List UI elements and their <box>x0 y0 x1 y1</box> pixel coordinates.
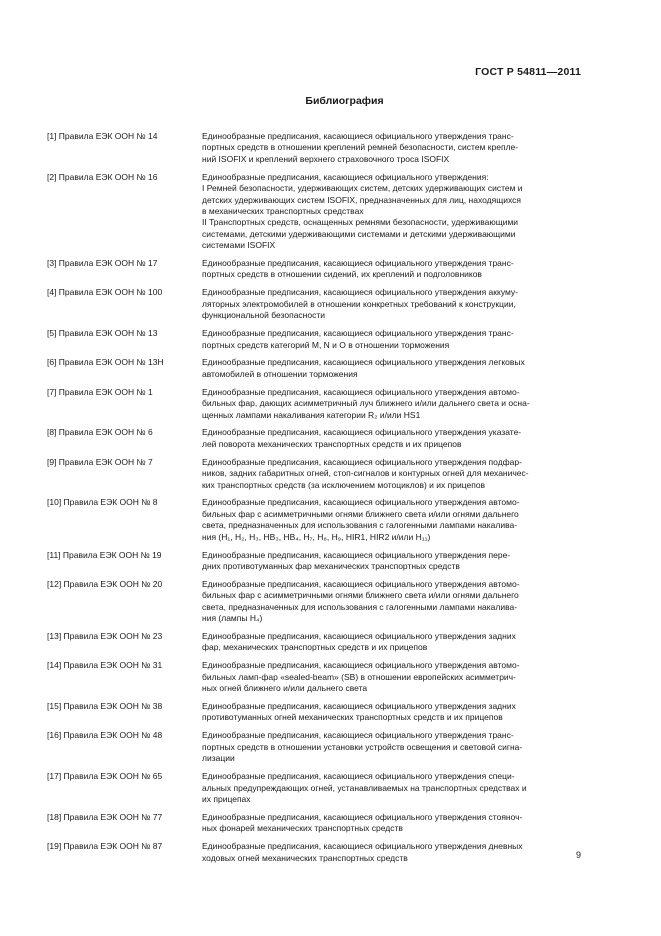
bibliography-entry <box>47 287 582 321</box>
description-line: ния (лампы H₄) <box>202 613 263 624</box>
description-line: II Транспортных средств, оснащенных ремнями безопасности, удерживающими <box>202 217 519 228</box>
entry-reference: [5] Правила ЕЭК ООН № 13 <box>47 328 158 339</box>
entry-description <box>202 550 582 573</box>
entry-description <box>202 497 582 543</box>
bibliography-entry <box>47 841 582 864</box>
description-line: в механических транспортных средствах <box>202 205 364 216</box>
entry-description <box>202 701 582 724</box>
description-line: щенных лампами накаливания категории R₂ и/или HS1 <box>202 409 421 420</box>
description-line: Единообразные предписания, касающиеся официального утверждения указате- <box>202 427 522 438</box>
entry-reference: [1] Правила ЕЭК ООН № 14 <box>47 131 158 141</box>
description-line: системами, детскими удерживающими системами и детскими удерживающими <box>202 228 516 239</box>
description-line: Единообразные предписания, касающиеся официального утверждения автомо- <box>202 660 520 671</box>
description-line: Единообразные предписания, касающиеся официального утверждения аккуму- <box>202 287 518 298</box>
entry-reference: [7] Правила ЕЭК ООН № 1 <box>47 386 153 397</box>
entry-reference: [16] Правила ЕЭК ООН № 48 <box>47 730 163 741</box>
entry-description <box>202 131 582 165</box>
description-line: лизации <box>202 753 235 764</box>
description-line: Единообразные предписания, касающиеся официального утверждения пере- <box>202 549 511 560</box>
description-line: Единообразные предписания, касающиеся официального утверждения автомо- <box>202 386 520 397</box>
entry-description <box>202 841 582 864</box>
description-line: ляторных электромобилей в отношении конкретных требований к конструкции, <box>202 298 516 309</box>
description-line: бильных ламп-фар «sealed-beam» (SB) в отношении европейских асимметрич- <box>202 671 516 682</box>
bibliography-entry <box>47 550 582 573</box>
entry-description <box>202 457 582 491</box>
description-line: Единообразные предписания, касающиеся официального утверждения специ- <box>202 771 515 782</box>
bibliography-entry <box>47 660 582 694</box>
entry-description <box>202 730 582 764</box>
description-line: альных предупреждающих огней, устанавливаемых на транспортных средствах и <box>202 782 527 793</box>
description-line: Единообразные предписания, касающиеся официального утверждения стояноч- <box>202 811 523 822</box>
entry-reference: [2] Правила ЕЭК ООН № 16 <box>47 171 158 182</box>
description-line: Единообразные предписания, касающиеся официального утверждения задних <box>202 701 516 712</box>
entry-description <box>202 387 582 421</box>
description-line: Единообразные предписания, касающиеся официального утверждения транс- <box>202 258 514 269</box>
description-line: портных средств категорий M, N и O в отношении торможения <box>202 339 450 350</box>
bibliography-entry <box>47 387 582 421</box>
entry-reference: [9] Правила ЕЭК ООН № 7 <box>47 456 153 467</box>
entry-reference: [12] Правила ЕЭК ООН № 20 <box>47 578 163 589</box>
description-line: I Ремней безопасности, удерживающих систем, детских удерживающих систем и <box>202 183 523 194</box>
description-line: ников, задних габаритных огней, стоп-сигналов и контурных огней для механичес- <box>202 468 529 479</box>
entry-description <box>202 631 582 654</box>
description-line: ний ISOFIX и креплений верхнего страховочного троса ISOFIX <box>202 153 450 164</box>
entry-description <box>202 579 582 625</box>
description-line: света, предназначенных для использования с галогенными лампами накалива- <box>202 520 518 531</box>
description-line: ких транспортных средств (за исключением мотоциклов) и их прицепов <box>202 479 486 490</box>
description-line: Единообразные предписания, касающиеся официального утверждения задних <box>202 631 516 642</box>
description-line: Единообразные предписания, касающиеся официального утверждения транс- <box>202 730 514 741</box>
document-code: ГОСТ Р 54811—2011 <box>475 66 581 78</box>
description-line: портных средств в отношении установки устройств освещения и световой сигна- <box>202 741 523 752</box>
entry-reference: [13] Правила ЕЭК ООН № 23 <box>47 631 163 642</box>
entry-description <box>202 328 582 351</box>
description-line: их прицепах <box>202 793 251 804</box>
description-line: портных средств в отношении сидений, их креплений и подголовников <box>202 269 482 280</box>
entry-description <box>202 427 582 450</box>
entry-reference: [17] Правила ЕЭК ООН № 65 <box>47 771 163 782</box>
entry-description <box>202 357 582 380</box>
bibliography-list <box>47 131 582 870</box>
description-line: бильных фар, дающих асимметричный луч ближнего и/или дальнего света и осна- <box>202 398 530 409</box>
description-line: Единообразные предписания, касающиеся официального утверждения транс- <box>202 328 514 339</box>
entry-reference: [14] Правила ЕЭК ООН № 31 <box>47 660 163 671</box>
entry-reference: [8] Правила ЕЭК ООН № 6 <box>47 427 153 438</box>
entry-reference: [15] Правила ЕЭК ООН № 38 <box>47 701 163 712</box>
description-line: света, предназначенных для использования с галогенными лампами накалива- <box>202 601 518 612</box>
entry-description <box>202 812 582 835</box>
entry-description <box>202 258 582 281</box>
description-line: ных огней ближнего и/или дальнего света <box>202 683 368 694</box>
entry-reference: [19] Правила ЕЭК ООН № 87 <box>47 841 163 852</box>
bibliography-entry <box>47 172 582 252</box>
bibliography-entry <box>47 579 582 625</box>
entry-reference: [18] Правила ЕЭК ООН № 77 <box>47 811 163 822</box>
description-line: лей поворота механических транспортных средств и их прицепов <box>202 438 462 449</box>
description-line: детских удерживающих систем ISOFIX, предназначенных для лиц, находящихся <box>202 194 521 205</box>
description-line: автомобилей в отношении торможения <box>202 368 358 379</box>
description-line: портных средств в отношении креплений ремней безопасности, систем крепле- <box>202 142 519 153</box>
entry-description <box>202 287 582 321</box>
description-line: Единообразные предписания, касающиеся официального утверждения легковых <box>202 357 525 368</box>
description-line: противотуманных огней механических транспортных средств и их прицепов <box>202 712 503 723</box>
bibliography-entry <box>47 730 582 764</box>
description-line: ходовых огней механических транспортных средств <box>202 852 408 863</box>
entry-reference: [11] Правила ЕЭК ООН № 19 <box>47 549 162 560</box>
description-line: ных фонарей механических транспортных средств <box>202 823 403 834</box>
entry-reference: [10] Правила ЕЭК ООН № 8 <box>47 497 158 508</box>
entry-reference: [4] Правила ЕЭК ООН № 100 <box>47 287 163 298</box>
bibliography-entry <box>47 701 582 724</box>
description-line: системами ISOFIX <box>202 240 276 251</box>
description-line: Единообразные предписания, касающиеся официального утверждения автомо- <box>202 578 520 589</box>
entry-reference: [6] Правила ЕЭК ООН № 13H <box>47 357 164 368</box>
bibliography-entry <box>47 771 582 805</box>
description-line: Единообразные предписания, касающиеся официального утверждения транс- <box>202 131 514 141</box>
description-line: ния (H₁, H₂, H₃, HB₃, HB₄, H₇, H₈, H₉, HIR1, HIR2 и/или H₁₁) <box>202 531 431 542</box>
description-line: фар, механических транспортных средств и их прицепов <box>202 642 428 653</box>
bibliography-entry <box>47 812 582 835</box>
description-line: дних противотуманных фар механических транспортных средств <box>202 561 460 571</box>
bibliography-entry <box>47 328 582 351</box>
bibliography-entry <box>47 631 582 654</box>
page-number: 9 <box>575 850 581 860</box>
description-line: Единообразные предписания, касающиеся официального утверждения дневных <box>202 841 523 852</box>
bibliography-entry <box>47 427 582 450</box>
entry-description <box>202 660 582 694</box>
bibliography-entry <box>47 258 582 281</box>
bibliography-entry <box>47 497 582 543</box>
description-line: Единообразные предписания, касающиеся официального утверждения подфар- <box>202 456 522 467</box>
entry-description <box>202 172 582 252</box>
entry-reference: [3] Правила ЕЭК ООН № 17 <box>47 258 158 269</box>
description-line: функциональной безопасности <box>202 310 325 321</box>
section-title: Библиография <box>305 95 384 107</box>
description-line: бильных фар с асимметричными огнями ближнего света и/или огнями дальнего <box>202 590 519 601</box>
entry-description <box>202 771 582 805</box>
description-line: Единообразные предписания, касающиеся официального утверждения: <box>202 171 489 182</box>
description-line: бильных фар с асимметричными огнями ближнего света и/или огнями дальнего <box>202 508 519 519</box>
bibliography-entry <box>47 131 582 165</box>
bibliography-entry <box>47 357 582 380</box>
bibliography-entry <box>47 457 582 491</box>
description-line: Единообразные предписания, касающиеся официального утверждения автомо- <box>202 497 520 508</box>
